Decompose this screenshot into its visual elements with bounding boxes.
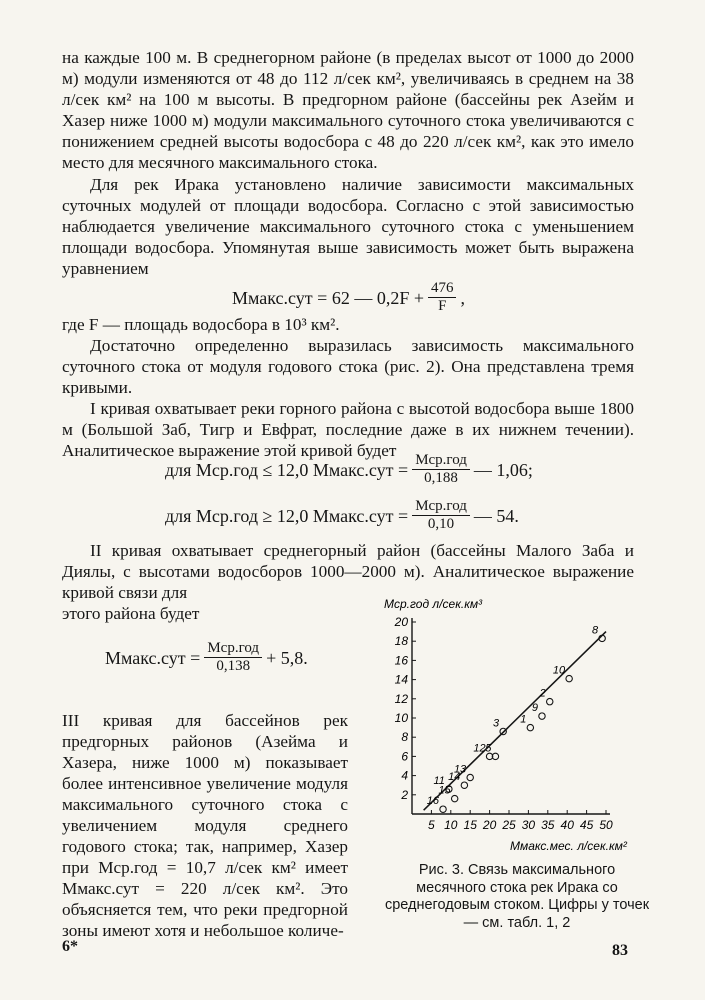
- paragraph-4: Достаточно определенно выразилась зависимость максимального суточного стока от модуля годового стока (рис. 2). Она представлена тремя кривыми.: [62, 336, 634, 397]
- x-axis-label: Mмакс.мес. л/сек.км²: [510, 839, 627, 853]
- data-point: [440, 806, 446, 812]
- x-tick-label: 25: [502, 818, 516, 832]
- x-tick-label: 40: [560, 818, 574, 832]
- y-tick-label: 6: [401, 749, 408, 764]
- paragraph-6-tail: этого района будет: [62, 604, 200, 623]
- x-tick-label: 45: [579, 818, 594, 832]
- y-axis-label: Mср.год л/сек.км³: [384, 597, 483, 611]
- fit-line: [424, 632, 606, 811]
- data-point-label: 10: [552, 664, 566, 677]
- data-point-label: 1: [520, 713, 527, 726]
- data-point: [539, 713, 545, 719]
- data-point-label: 16: [426, 795, 440, 808]
- page-signature: 6*: [62, 938, 78, 955]
- data-point-label: 9: [531, 702, 538, 715]
- paragraph-3: где F — площадь водосбора в 10³ км².: [62, 315, 340, 334]
- y-tick-label: 2: [401, 787, 408, 802]
- data-point: [467, 774, 473, 780]
- y-tick-label: 16: [394, 653, 408, 668]
- data-point-label: 2: [539, 687, 546, 700]
- x-tick-label: 20: [482, 818, 497, 832]
- paragraph-1: на каждые 100 м. В среднегорном районе (в пределах высот от 1000 до 2000 м) модули изменяются от 48 до 112 л/сек км², увеличиваясь в среднем на 38 л/сек км² на 100 м высоты. В предгорном районе (бассейны рек Азейм и Хазер ниже 1000 м) модули максимального суточного стока увеличиваются с понижением средней высоты водосбора с 48 до 220 л/сек км², как это имело место для месячного максимального стока.: [62, 48, 634, 172]
- data-point-label: 12: [473, 742, 486, 755]
- y-tick-label: 14: [394, 672, 408, 687]
- x-tick-label: 5: [428, 818, 435, 832]
- paragraph-5: I кривая охватывает реки горного района с высотой водосбора выше 1800 м (Большой Заб, Тигр и Евфрат, последние даже в их нижнем течении). Аналитическое выражение этой кривой будет: [62, 399, 634, 460]
- data-point-label: 8: [591, 624, 599, 637]
- figure-caption: Рис. 3. Связь максимального месячного стока рек Ирака со среднегодовым стоком. Цифры у точек — см. табл. 1, 2: [384, 862, 650, 931]
- data-point: [527, 724, 533, 730]
- data-point: [566, 675, 572, 681]
- formula-2: для Mср.год ≤ 12,0 Mмакс.сут = $\frac{\text{Mср.год}}{0,188}$ — 1,06;: [165, 452, 533, 486]
- x-tick-label: 35: [541, 818, 555, 832]
- y-tick-label: 20: [394, 615, 408, 629]
- x-tick-label: 15: [463, 818, 477, 832]
- x-tick-label: 10: [444, 818, 458, 832]
- data-point-label: 15: [438, 784, 451, 797]
- page-number: 83: [612, 942, 628, 959]
- x-tick-label: 30: [521, 818, 536, 832]
- data-point-label: 11: [433, 775, 445, 788]
- y-tick-label: 4: [401, 768, 408, 783]
- data-point: [547, 698, 553, 704]
- data-point-label: 14: [448, 771, 461, 784]
- paragraph-2: Для рек Ирака установлено наличие зависимости максимальных суточных модулей от площади водосбора. Согласно с этой зависимостью наблюдается увеличение максимального суточного стока с уменьшением площади водосбора. Упомянутая выше зависимость может быть выражена уравнением: [62, 175, 634, 278]
- y-tick-label: 8: [401, 730, 408, 745]
- data-point-label: 5: [485, 742, 492, 755]
- formula-4: Mмакс.сут = $\frac{\text{Mср.год}}{0,138}$ + 5,8.: [105, 640, 308, 674]
- data-point: [451, 795, 457, 801]
- y-tick-label: 10: [394, 711, 408, 725]
- x-tick-label: 50: [599, 818, 613, 832]
- data-point-label: 3: [493, 717, 500, 730]
- formula-3: для Mср.год ≥ 12,0 Mмакс.сут = $\frac{\text{Mср.год}}{0,10}$ — 54.: [165, 498, 519, 532]
- y-tick-label: 18: [394, 634, 408, 649]
- scatter-chart: [360, 588, 660, 860]
- formula-1: Mмакс.сут = 62 — 0,2F + $\frac{476}{F}$ ,: [232, 280, 465, 314]
- paragraph-7: III кривая для бассейнов рек предгорных районов (Азейма и Хазера, ниже 1000 м) показывает более интенсивное увеличение модуля максимального суточного стока с увеличением модуля среднего годового стока; так, например, Хазер при Mср.год = 10,7 л/сек км² имеет Mмакс.сут = 220 л/сек км². Это объясняется тем, что реки предгорной зоны имеют хотя и небольшое количе-: [62, 711, 348, 940]
- data-point-label: 13: [453, 763, 467, 776]
- paragraph-6: II кривая охватывает среднегорный район (бассейны Малого Заба и Диялы, с высотами водосборов 1000—2000 м). Аналитическое выражение кривой связи для: [62, 541, 634, 602]
- y-tick-label: 12: [394, 691, 408, 706]
- data-point: [461, 782, 467, 788]
